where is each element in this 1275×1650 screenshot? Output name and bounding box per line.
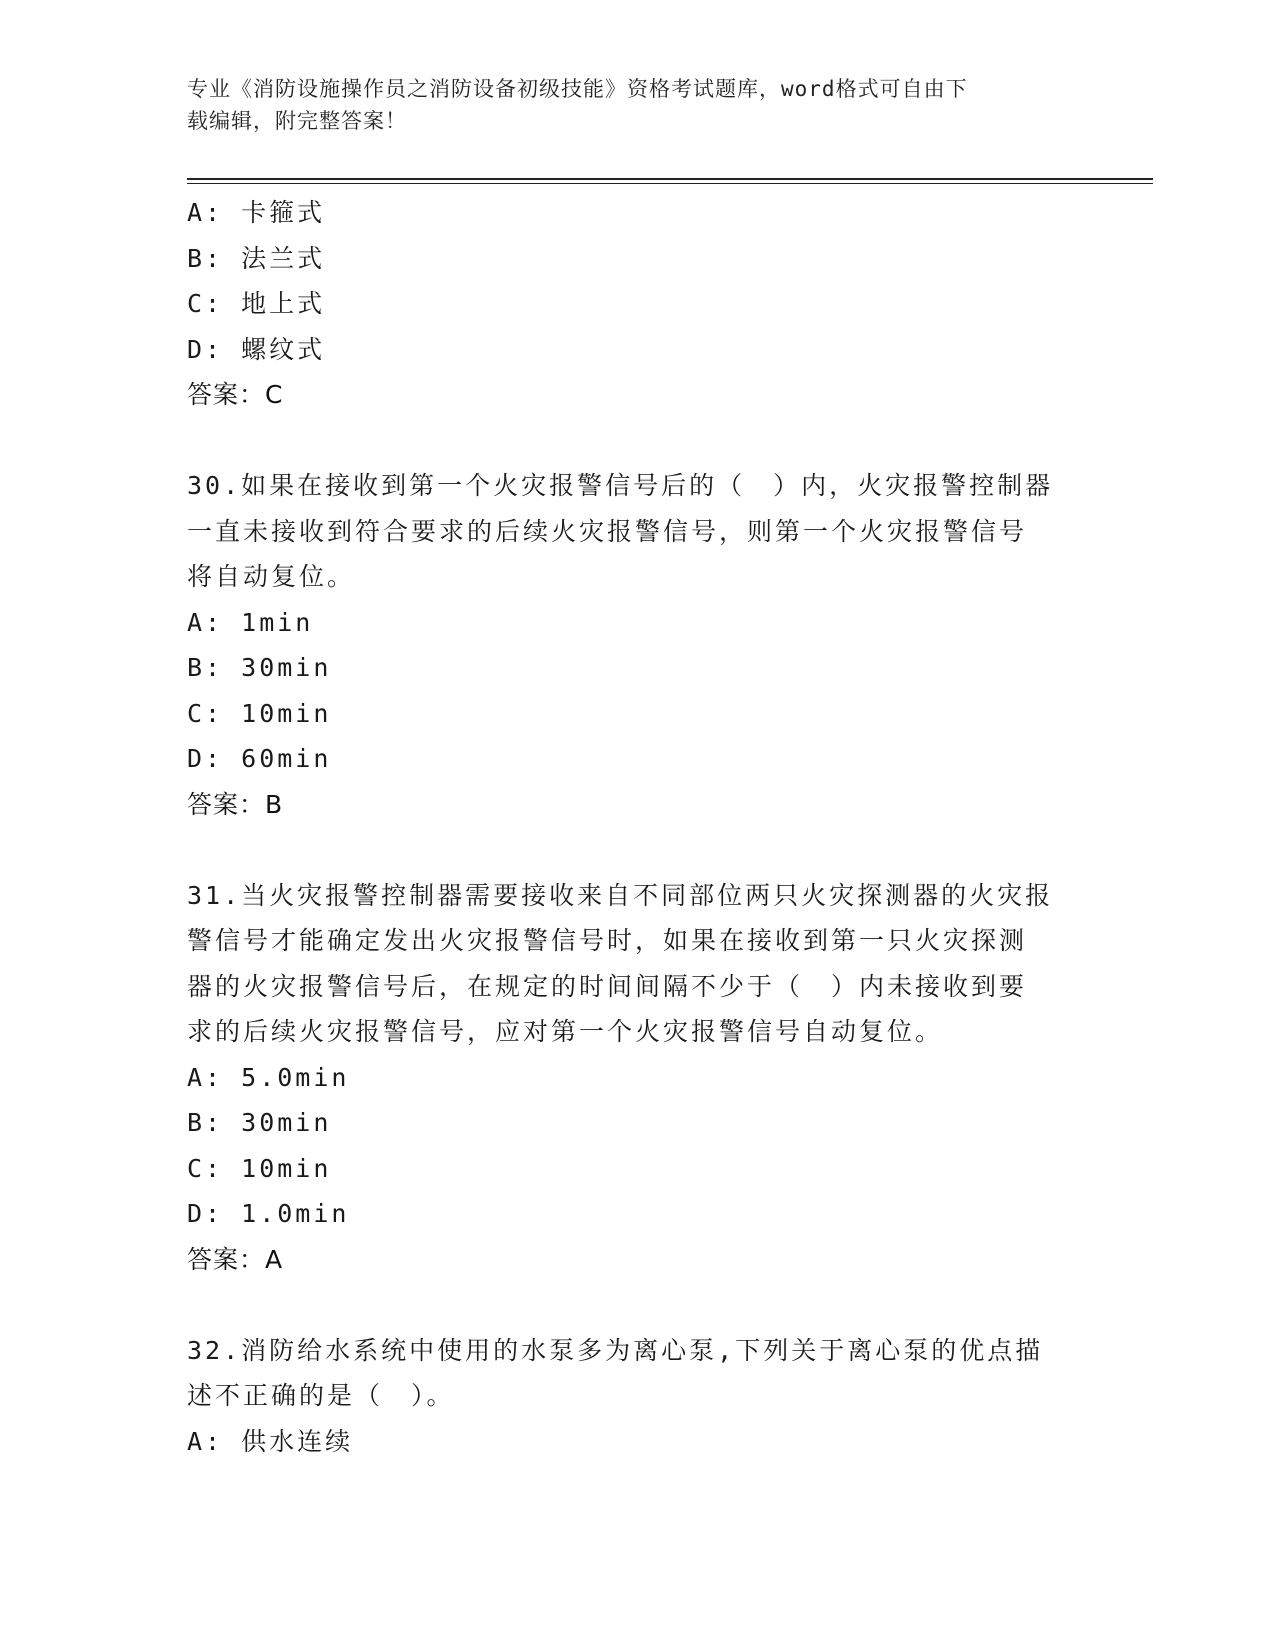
header-line-2: 载编辑，附完整答案！ <box>187 109 407 133</box>
spacer <box>187 418 1087 464</box>
option-a: A: 5.0min <box>187 1062 350 1092</box>
option-c: C: 10min <box>187 698 332 728</box>
option-a: A: 1min <box>187 607 314 637</box>
option-b: B: 法兰式 <box>187 243 326 273</box>
header-line-1: 专业《消防设施操作员之消防设备初级技能》资格考试题库，word格式可自由下 <box>187 77 968 101</box>
header-divider-thin <box>187 183 1153 184</box>
question-31 <box>187 873 1087 1283</box>
question-stem-line: 31.当火灾报警控制器需要接收来自不同部位两只火灾探测器的火灾报 <box>187 880 1054 910</box>
option-c: C: 地上式 <box>187 289 326 318</box>
spacer <box>187 1282 1087 1328</box>
question-30 <box>187 463 1087 827</box>
question-stem-line: 将自动复位。 <box>187 562 356 591</box>
question-stem-line: 一直未接收到符合要求的后续火灾报警信号，则第一个火灾报警信号 <box>187 516 1028 546</box>
question-stem-line: 警信号才能确定发出火灾报警信号时，如果在接收到第一只火灾探测 <box>187 926 1028 955</box>
option-c: C: 10min <box>187 1153 332 1183</box>
option-d: D: 1.0min <box>187 1199 350 1228</box>
page-header <box>187 73 1087 137</box>
answer-line: 答案：B <box>187 789 284 819</box>
question-stem-line: 器的火灾报警信号后，在规定的时间间隔不少于（ ）内未接收到要 <box>187 971 1028 1001</box>
question-29 <box>187 190 1087 418</box>
answer-line: 答案：A <box>187 1244 284 1274</box>
question-stem-line: 30.如果在接收到第一个火灾报警信号后的（ ）内，火灾报警控制器 <box>187 471 1054 500</box>
question-32 <box>187 1328 1087 1465</box>
question-stem-line: 32.消防给水系统中使用的水泵多为离心泵,下列关于离心泵的优点描 <box>187 1335 1044 1365</box>
header-divider <box>187 178 1153 180</box>
answer-line: 答案：C <box>187 380 284 409</box>
question-stem-line: 述不正确的是（ ）。 <box>187 1381 455 1410</box>
option-a: A: 供水连续 <box>187 1426 354 1456</box>
option-b: B: 30min <box>187 1108 332 1137</box>
option-a: A: 卡箍式 <box>187 198 326 227</box>
option-d: D: 60min <box>187 744 332 773</box>
option-b: B: 30min <box>187 653 332 682</box>
question-stem-line: 求的后续火灾报警信号，应对第一个火灾报警信号自动复位。 <box>187 1017 944 1046</box>
question-list <box>187 190 1087 1464</box>
option-d: D: 螺纹式 <box>187 334 326 364</box>
spacer <box>187 827 1087 873</box>
